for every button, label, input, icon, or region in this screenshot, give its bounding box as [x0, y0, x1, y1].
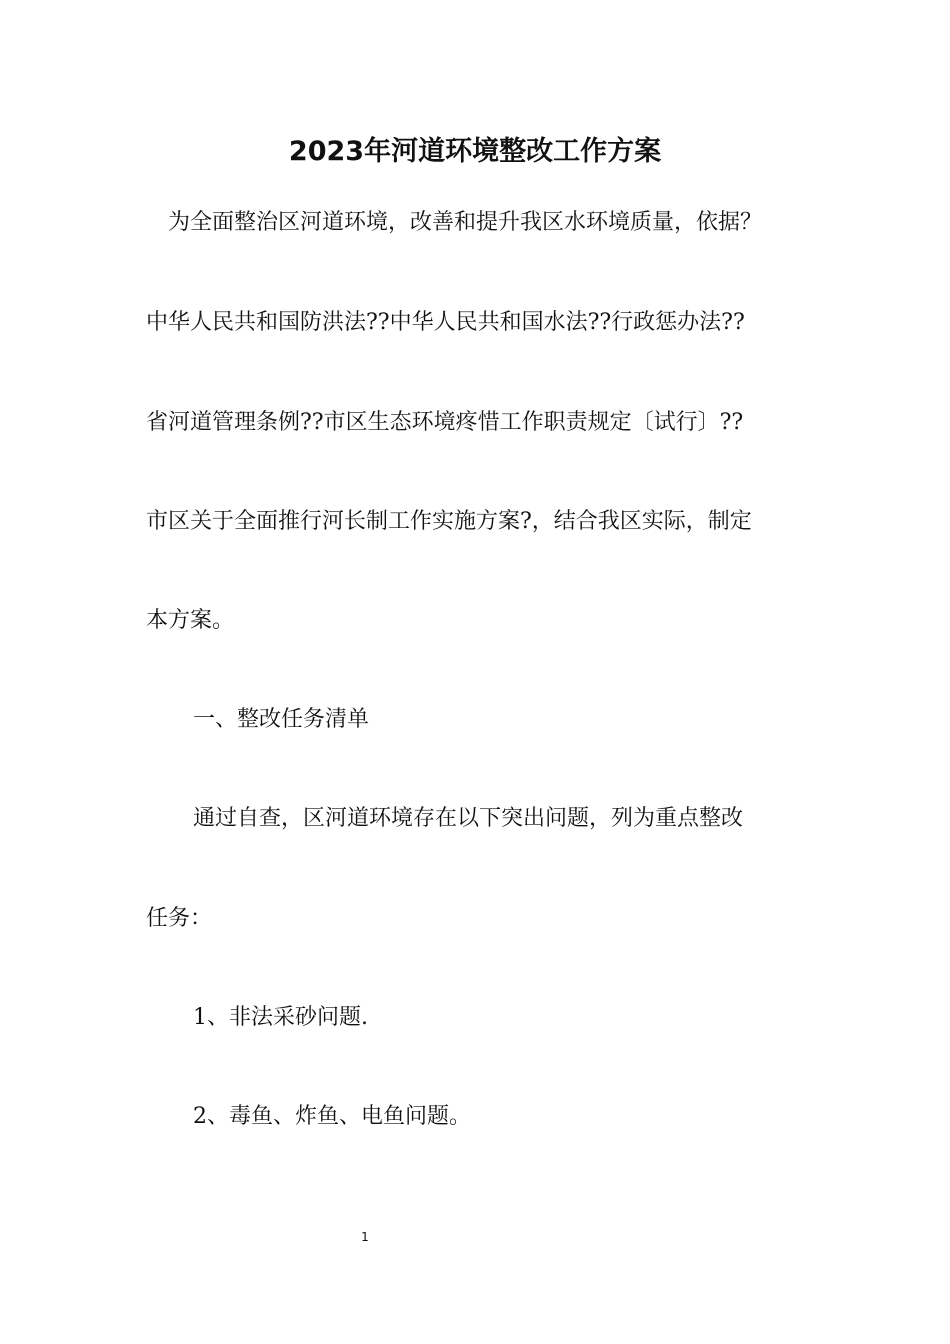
- paragraph-line: 为全面整治区河道环境，改善和提升我区水环境质量，依据？: [146, 210, 763, 235]
- paragraph-line: 通过自查，区河道环境存在以下突出问题，列为重点整改: [193, 806, 744, 831]
- paragraph-line: 任务：: [146, 906, 213, 931]
- section-heading: 一、整改任务清单: [193, 707, 370, 732]
- list-item: 2、毒鱼、炸鱼、电鱼问题。: [193, 1104, 471, 1129]
- paragraph-line: 市区关于全面推行河长制工作实施方案?，结合我区实际，制定: [146, 509, 752, 534]
- paragraph-line: 本方案。: [146, 608, 235, 633]
- paragraph-line: 中华人民共和国防洪法??中华人民共和国水法??行政惩办法??: [146, 310, 745, 335]
- paragraph-line: 省河道管理条例??市区生态环境疼惜工作职责规定〔试行〕??: [146, 410, 744, 435]
- page-number: 1: [361, 1230, 369, 1244]
- list-item: 1、非法采砂问题.: [193, 1005, 368, 1030]
- document-title: 2023年河道环境整改工作方案: [288, 136, 662, 167]
